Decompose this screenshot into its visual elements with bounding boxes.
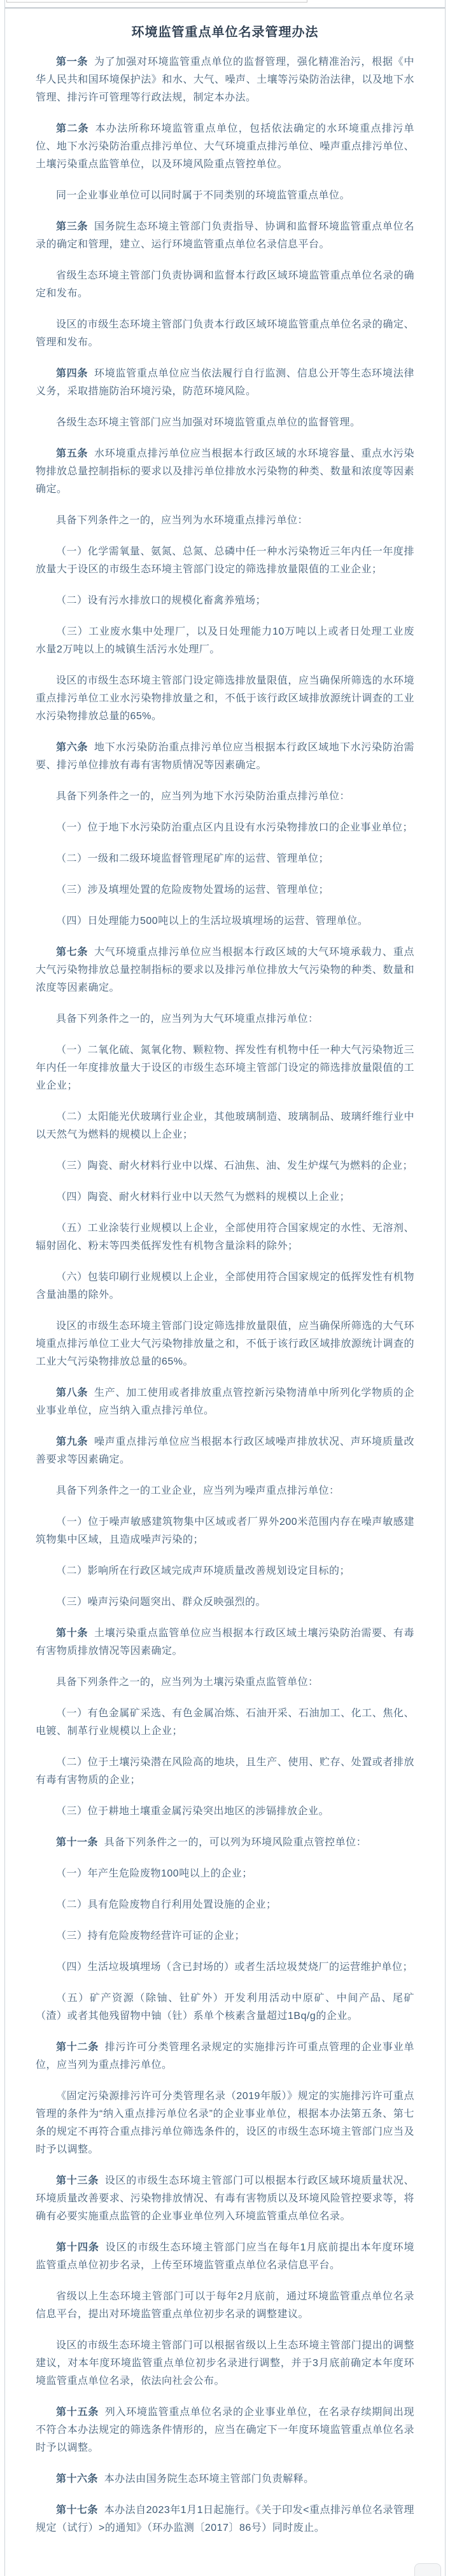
document-paragraph [36,819,414,837]
document-paragraph [36,1482,414,1500]
paragraph-text: 设区的市级生态环境主管部门可以根据省级以上生态环境主管部门提出的调整建议，对本年度环境监管重点单位初步名录进行调整，并于3月底前确定本年度环境监管重点单位名录，依法向社会公布。 [36,2340,414,2387]
paragraph-text: （三）工业废水集中处理厂，以及日处理能力10万吨以上或者日处理工业废水量2万吨以上的城镇生活污水处理厂。 [36,626,414,655]
paragraph-text: 生产、加工使用或者排放重点管控新污染物清单中所列化学物质的企业事业单位，应当纳入重点排污单位。 [36,1388,414,1416]
paragraph-text: （二）具有危险废物自行利用处置设施的企业； [56,1899,277,1910]
paragraph-text: （四）陶瓷、耐火材料行业中以天然气为燃料的规模以上企业； [56,1192,351,1202]
document-paragraph [36,1384,414,1420]
article-number: 第六条 [56,742,88,753]
article-number: 第十二条 [56,2042,99,2053]
article-number: 第十三条 [56,2175,99,2186]
document-paragraph [36,1433,414,1469]
document-paragraph [36,187,414,205]
document-paragraph [36,592,414,610]
paragraph-text: （一）有色金属矿采选、有色金属冶炼、石油开采、石油加工、化工、焦化、电镀、制革行业规模以上企业； [36,1708,414,1737]
document-paragraph [36,1594,414,1611]
document-paragraph [36,1674,414,1691]
document-paragraph [36,2088,414,2159]
document-paragraph [36,2404,414,2457]
article-number: 第五条 [56,448,88,459]
paragraph-text: 具备下列条件之一的，可以列为环境风险重点管控单位： [104,1837,367,1848]
paragraph-text: （三）涉及填埋处置的危险废物处置场的运营、管理单位； [56,885,330,895]
paragraph-text: 《固定污染源排污许可分类管理名录（2019年版）》规定的实施排污许可重点管理的条件为“纳入重点排污单位名录”的企业事业单位，根据本办法第五条、第七条的规定不再符合重点排污单位筛选条件的，设区的市级生态环境主管部门应当及时予以调整。 [36,2091,414,2155]
document-paragraph [36,2470,414,2488]
paragraph-text: 具备下列条件之一的工业企业，应当列为噪声重点排污单位： [56,1485,340,1496]
document-paragraph [36,2288,414,2324]
document-paragraph [36,1220,414,1255]
document-paragraph [36,739,414,775]
document-paragraph [36,365,414,401]
document-paragraph [36,2502,414,2537]
document-paragraph [36,1625,414,1660]
document-title: 环境监管重点单位名录管理办法 [131,25,319,39]
document-paragraph [36,267,414,303]
document-paragraph [36,218,414,254]
document-paragraph [36,1865,414,1883]
paragraph-text: 具备下列条件之一的，应当列为土壤污染重点监管单位： [56,1677,319,1688]
article-number: 第八条 [56,1388,88,1398]
document-paragraph [36,1959,414,1976]
paragraph-text: 地下水污染防治重点排污单位应当根据本行政区域地下水污染防治需要、排污单位排放有毒有害物质情况等因素确定。 [36,742,414,771]
paragraph-text: 具备下列条件之一的，应当列为地下水污染防治重点排污单位： [56,791,351,802]
article-number: 第十七条 [56,2505,99,2516]
document-paragraph [36,445,414,499]
paragraph-text: （二）影响所在行政区域完成声环境质量改善规划设定目标的； [56,1566,351,1576]
paragraph-text: （二）位于土壤污染潜在风险高的地块，且生产、使用、贮存、处置或者排放有毒有害物质的企业； [36,1757,414,1786]
document-paragraph [36,1042,414,1095]
paragraph-text: （四）日处理能力500吨以上的生活垃圾填埋场的运营、管理单位。 [56,916,369,926]
paragraph-text: 省级以上生态环境主管部门可以于每年2月底前，通过环境监管重点单位名录信息平台，提出对环境监管重点单位初步名录的调整建议。 [36,2291,414,2320]
document-paragraph [36,512,414,530]
paragraph-text: 为了加强对环境监管重点单位的监督管理，强化精准治污，根据《中华人民共和国环境保护法》和水、大气、噪声、土壤等污染防治法律，以及地下水管理、排污许可管理等行政法规，制定本办法。 [36,57,414,103]
document-paragraph [36,1157,414,1175]
paragraph-text: 具备下列条件之一的，应当列为大气环境重点排污单位： [56,1014,319,1024]
paragraph-text: 列入环境监管重点单位名录的企业事业单位，在名录存续期间出现不符合本办法规定的筛选条件情形的，应当在确定下一年度环境监管重点单位名录时予以调整。 [36,2407,414,2453]
paragraph-text: 本办法由国务院生态环境主管部门负责解释。 [104,2474,314,2484]
document-body [36,53,414,2537]
document-paragraph [36,2172,414,2226]
article-number: 第九条 [56,1436,88,1447]
paragraph-text: （一）化学需氧量、氨氮、总氮、总磷中任一种水污染物近三年内任一年度排放量大于设区的市级生态环境主管部门设定的筛选排放量限值的工业企业； [36,546,414,575]
article-number: 第三条 [56,221,88,232]
paragraph-text: （一）年产生危险废物100吨以上的企业； [56,1868,253,1879]
document-paragraph [36,414,414,432]
paragraph-text: （一）二氧化硫、氮氧化物、颗粒物、挥发性有机物中任一种大气污染物近三年内任一年度排放量大于设区的市级生态环境主管部门设定的筛选排放量限值的工业企业； [36,1045,414,1091]
paragraph-text: 省级生态环境主管部门负责协调和监督本行政区域环境监管重点单位名录的确定和发布。 [36,270,414,299]
paragraph-text: （三）位于耕地土壤重金属污染突出地区的涉镉排放企业。 [56,1806,330,1817]
document-paragraph [36,1269,414,1304]
regulation-document [5,0,445,2576]
article-number: 第四条 [56,368,88,379]
document-paragraph [36,1318,414,1371]
document-paragraph [36,1562,414,1580]
paragraph-text: （二）太阳能光伏玻璃行业企业，其他玻璃制造、玻璃制品、玻璃纤维行业中以天然气为燃料的规模以上企业； [36,1112,414,1140]
paragraph-text: 大气环境重点排污单位应当根据本行政区域的大气环境承载力、重点大气污染物排放总量控制指标的要求以及排污单位排放大气污染物的种类、数量和浓度等因素确定。 [36,947,414,993]
document-paragraph [36,672,414,726]
paragraph-text: （二）一级和二级环境监督管理尾矿库的运营、管理单位； [56,853,330,864]
paragraph-text: （三）陶瓷、耐火材料行业中以煤、石油焦、油、发生炉煤气为燃料的企业； [56,1161,414,1171]
paragraph-text: （一）位于噪声敏感建筑物集中区域或者厂界外200米范围内存在噪声敏感建筑物集中区域，且造成噪声污染的； [36,1517,414,1545]
document-paragraph [36,53,414,107]
document-paragraph [36,913,414,930]
document-page [4,0,446,2576]
document-paragraph [36,1927,414,1945]
document-paragraph [36,1803,414,1821]
paragraph-text: 土壤污染重点监管单位应当根据本行政区域土壤污染防治需要、有毒有害物质排放情况等因素确定。 [36,1628,414,1656]
document-paragraph [36,1754,414,1789]
paragraph-text: 设区的市级生态环境主管部门应当在每年1月底前提出本年度环境监管重点单位初步名录，上传至环境监管重点单位名录信息平台。 [36,2242,414,2271]
paragraph-text: 设区的市级生态环境主管部门可以根据本行政区域环境质量状况、环境质量改善要求、污染物排放情况、有毒有害物质以及环境风险管控要求等，将确有必要实施重点监管的企业事业单位列入环境监管重点单位名录。 [36,2175,414,2222]
document-paragraph [36,1834,414,1852]
document-paragraph [36,623,414,659]
document-paragraph [36,2039,414,2074]
paragraph-text: （五）工业涂装行业规模以上企业，全部使用符合国家规定的水性、无溶剂、辐射固化、粉末等四类低挥发性有机物含量涂料的除外； [36,1223,414,1251]
document-paragraph [36,543,414,579]
article-number: 第十六条 [56,2474,99,2484]
document-paragraph [36,2337,414,2390]
paragraph-text: 水环境重点排污单位应当根据本行政区域的水环境容量、重点水污染物排放总量控制指标的要求以及排污单位排放水污染物的种类、数量和浓度等因素确定。 [36,448,414,495]
document-paragraph [36,1705,414,1740]
document-paragraph [36,881,414,899]
document-paragraph [36,944,414,997]
paragraph-text: （一）位于地下水污染防治重点区内且设有水污染物排放口的企业事业单位； [56,822,414,833]
paragraph-text: 设区的市级生态环境主管部门设定筛选排放量限值，应当确保所筛选的水环境重点排污单位工业水污染物排放量之和，不低于该行政区域排放源统计调查的工业水污染物排放总量的65%。 [36,675,414,722]
document-paragraph [36,1188,414,1206]
paragraph-text: 噪声重点排污单位应当根据本行政区域噪声排放状况、声环境质量改善要求等因素确定。 [36,1436,414,1465]
paragraph-text: （二）设有污水排放口的规模化畜禽养殖场； [56,595,267,606]
document-paragraph [36,788,414,806]
article-number: 第十条 [56,1628,88,1639]
paragraph-text: 设区的市级生态环境主管部门设定筛选排放量限值，应当确保所筛选的大气环境重点排污单位工业大气污染物排放量之和，不低于该行政区域排放源统计调查的工业大气污染物排放总量的65%。 [36,1321,414,1367]
article-number: 第二条 [56,123,89,134]
paragraph-text: 本办法自2023年1月1日起施行。《关于印发<重点排污单位名录管理规定（试行）>的通知》（环办监测〔2017〕86号）同时废止。 [36,2505,414,2533]
article-number: 第七条 [56,947,88,958]
document-paragraph [36,850,414,868]
paragraph-text: 环境监管重点单位应当依法履行自行监测、信息公开等生态环境法律义务，采取措施防治环境污染，防范环境风险。 [36,368,414,397]
document-paragraph [36,1513,414,1549]
document-paragraph [36,1108,414,1144]
paragraph-text: 本办法所称环境监管重点单位，包括依法确定的水环境重点排污单位、地下水污染防治重点排污单位、大气环境重点排污单位、噪声重点排污单位、土壤污染重点监管单位，以及环境风险重点管控单位。 [36,123,414,170]
paragraph-text: （五）矿产资源（除铀、钍矿外）开发利用活动中原矿、中间产品、尾矿（渣）或者其他残留物中铀（钍）系单个核素含量超过1Bq/g的企业。 [36,1993,414,2022]
paragraph-text: （三）噪声污染问题突出、群众反映强烈的。 [56,1597,267,1608]
document-paragraph [36,1896,414,1914]
paragraph-text: 各级生态环境主管部门应当加强对环境监管重点单位的监督管理。 [56,417,361,428]
cropped-toolbar-box [6,0,307,3]
back-to-top-button[interactable] [414,2563,441,2576]
document-paragraph [36,120,414,174]
article-number: 第十五条 [56,2407,99,2418]
document-paragraph [36,316,414,352]
paragraph-text: （三）持有危险废物经营许可证的企业； [56,1931,246,1941]
paragraph-text: 排污许可分类管理名录规定的实施排污许可重点管理的企业事业单位，应当列为重点排污单位。 [36,2042,414,2070]
article-number: 第一条 [56,57,88,67]
document-paragraph [36,1990,414,2025]
article-number: 第十四条 [56,2242,99,2253]
document-paragraph [36,1010,414,1028]
document-paragraph [36,2239,414,2275]
paragraph-text: 设区的市级生态环境主管部门负责本行政区域环境监管重点单位名录的确定、管理和发布。 [36,319,414,348]
paragraph-text: （六）包装印刷行业规模以上企业，全部使用符合国家规定的低挥发性有机物含量油墨的除外。 [36,1272,414,1300]
paragraph-text: 国务院生态环境主管部门负责指导、协调和监督环境监管重点单位名录的确定和管理，建立、运行环境监管重点单位名录信息平台。 [36,221,414,250]
paragraph-text: 具备下列条件之一的，应当列为水环境重点排污单位： [56,515,309,526]
paragraph-text: 同一企业事业单位可以同时属于不同类别的环境监管重点单位。 [56,190,351,201]
paragraph-text: （四）生活垃圾填埋场（含已封场的）或者生活垃圾焚烧厂的运营维护单位； [56,1962,414,1973]
article-number: 第十一条 [56,1837,99,1848]
